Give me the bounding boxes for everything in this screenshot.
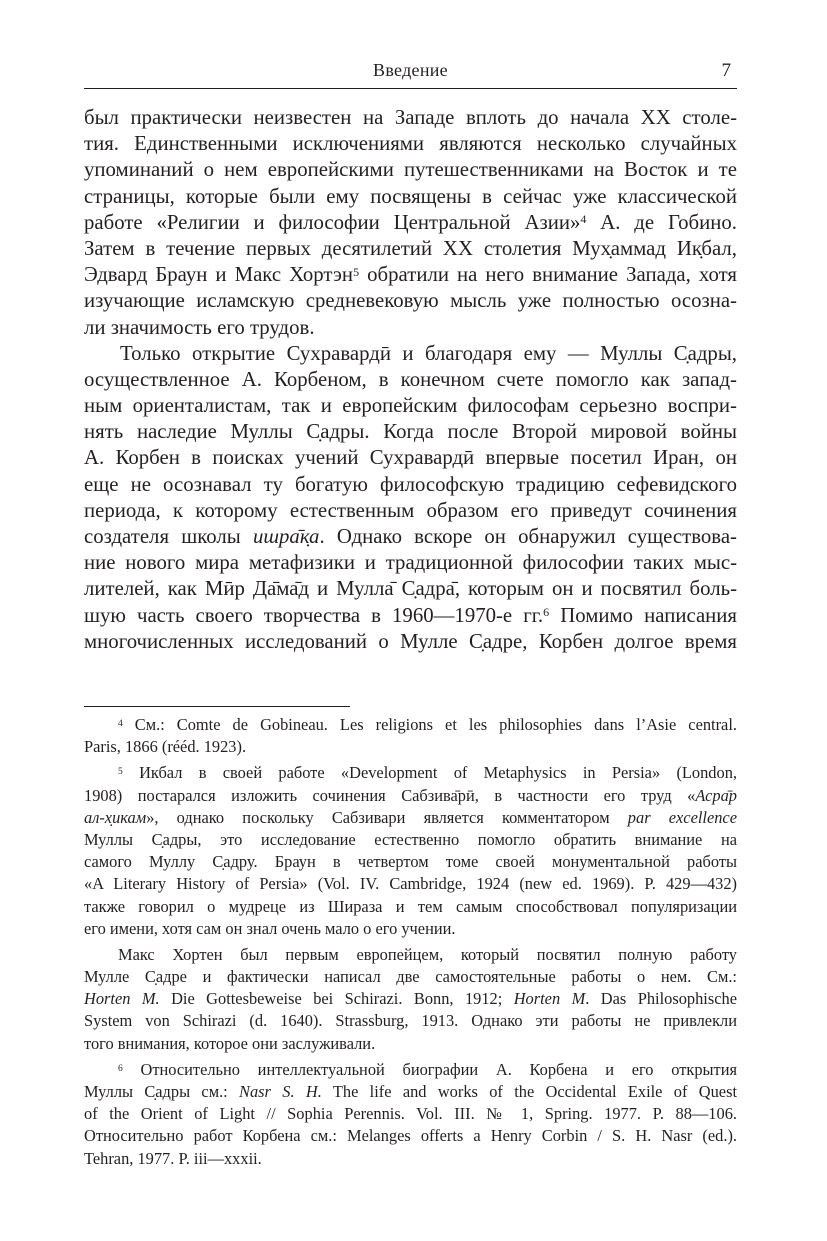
footnote-line	[84, 1081, 737, 1103]
footnote-line: System von Schirazi (d. 1640). Strassburg, 1913. Однако эти работы не привлекли	[84, 1011, 737, 1031]
footnote-ref-6[interactable]: 6	[543, 605, 550, 620]
text-line: ние нового мира метафизики и традиционной философии таких мыс-	[84, 551, 737, 575]
paragraph-2	[84, 341, 737, 655]
footnote-line	[84, 762, 737, 784]
italic-author: Horten M.	[84, 989, 160, 1009]
italic-author: Nasr S. H.	[239, 1082, 322, 1101]
text-line: лителей, как Мӣр Да̄ма̄д и Мулла̄ С̣адра̄, которым он и посвятил боль-	[84, 577, 737, 601]
footnote-text: . Das Philosophische	[585, 989, 737, 1009]
text-line	[84, 210, 737, 236]
text-line: изучающие исламскую средневековую мысль уже полностью осозна-	[84, 289, 737, 313]
text-line: ным ориенталистам, так и европейским философам серьезно воспри-	[84, 394, 737, 418]
footnote-text: Муллы С̣адры см.:	[84, 1082, 240, 1101]
text-line: Затем в течение первых десятилетий XX столетия Мух̣аммад Ик̣бал,	[84, 236, 737, 260]
text-line: А. Корбен в поисках учений Сухравардӣ впервые посетил Иран, он	[84, 446, 737, 470]
italic-term: par excellence	[627, 807, 737, 827]
page-number: 7	[721, 60, 731, 81]
footnote-ref-5[interactable]: 5	[353, 264, 360, 279]
footnote-text: Относительно интеллектуальной биографии А. Корбена и его открытия	[140, 1059, 737, 1079]
footnote-4	[84, 714, 737, 758]
italic-term: ишра̄к̣а	[252, 525, 320, 548]
footnote-mark: 4	[118, 718, 123, 729]
text-run: . Однако вскоре он обнаружил существова-	[319, 525, 737, 548]
footnote-line	[84, 714, 737, 736]
footnote-line: Муллы С̣адры, это исследование естественно помогло обратить внимание на	[84, 829, 737, 849]
footnote-text: », однако поскольку Сабзивари является комментатором	[146, 807, 628, 827]
footnote-line: of the Orient of Light // Sophia Perennis. Vol. III. № 1, Spring. 1977. P. 88—106.	[84, 1104, 737, 1124]
footnote-separator	[84, 706, 350, 707]
footnote-line: «A Literary History of Persia» (Vol. IV. Cambridge, 1924 (new ed. 1969). P. 429—432)	[84, 874, 737, 894]
footnote-text: Die Gottesbeweise bei Schirazi. Bonn, 1912;	[159, 989, 514, 1009]
footnote-text: 1908) постарался изложить сочинения Сабзива̄рӣ, в частности его труд «	[84, 785, 696, 805]
footnote-line	[84, 807, 737, 829]
text-line: многочисленных исследований о Мулле С̣адре, Корбен долгое время	[84, 629, 737, 653]
running-header	[84, 60, 737, 89]
text-run: работе «Религии и философии Центральной Азии»	[84, 210, 581, 234]
text-line: Только открытие Сухравардӣ и благодаря ему — Муллы С̣адры,	[120, 341, 737, 365]
footnote-5-continued	[84, 944, 737, 1055]
footnote-text: Икбал в своей работе «Development of Metaphysics in Persia» (London,	[139, 763, 737, 783]
text-run: обратили на него внимание Запада, хотя	[359, 263, 737, 287]
footnote-ref-4[interactable]: 4	[580, 212, 587, 227]
text-line: нять наследие Муллы С̣адры. Когда после Второй мировой войны	[84, 420, 737, 444]
paragraph-1	[84, 105, 737, 341]
footnote-line	[84, 1059, 737, 1081]
text-run: шую часть своего творчества в 1960—1970-е гг.	[84, 603, 544, 627]
footnote-line: его имени, хотя сам он знал очень мало о его учении.	[84, 918, 456, 938]
footnote-mark: 6	[118, 1063, 123, 1074]
footnote-line	[84, 988, 737, 1010]
text-line: тия. Единственными исключениями являются несколько случайных	[84, 132, 737, 156]
footnote-line: Paris, 1866 (rééd. 1923).	[84, 737, 247, 757]
text-line: упоминаний о нем европейскими путешественниками на Восток и те	[84, 158, 737, 182]
text-line: ли значимость его трудов.	[84, 315, 315, 339]
running-title: Введение	[373, 60, 448, 80]
footnotes	[84, 714, 737, 1174]
text-line	[84, 524, 737, 550]
italic-author: Horten M	[513, 989, 586, 1009]
text-line: осуществленное А. Корбеном, в конечном счете помогло как запад-	[84, 367, 737, 391]
text-line	[84, 262, 737, 288]
text-line: был практически неизвестен на Западе вплоть до начала XX столе-	[84, 106, 737, 129]
text-run: создателя школы	[84, 525, 253, 548]
text-line: страницы, которые были ему посвящены в сейчас уже классической	[84, 184, 737, 208]
footnote-6	[84, 1059, 737, 1170]
footnote-line: Tehran, 1977. P. iii—xxxii.	[84, 1148, 262, 1168]
text-line	[84, 603, 737, 629]
italic-title: ал-х̣икам	[84, 807, 147, 827]
text-run: Эдвард Браун и Макс Хортэн	[84, 263, 354, 287]
footnote-text: См.: Comte de Gobineau. Les religions et les philosophies dans l’Asie central.	[134, 715, 737, 734]
footnote-mark: 5	[118, 767, 123, 778]
footnote-line: того внимания, которое они заслуживали.	[84, 1033, 376, 1053]
text-run: А. де Гобино.	[586, 210, 737, 234]
footnote-line: самого Муллу С̣адру. Браун в четвертом томе своей монументальной работы	[84, 852, 737, 872]
italic-title: Асра̄р	[695, 785, 737, 805]
main-text	[84, 105, 737, 655]
footnote-5	[84, 762, 737, 940]
text-line: периода, к которому естественным образом его приведут сочинения	[84, 498, 737, 522]
text-run: Помимо написания	[549, 603, 737, 627]
footnote-line	[84, 785, 737, 807]
footnote-line: Макс Хортен был первым европейцем, который посвятил полную работу	[118, 944, 737, 964]
text-line: еще не осознавал ту богатую философскую традицию сефевидского	[84, 472, 737, 496]
footnote-line: Относительно работ Корбена см.: Melanges offerts a Henry Corbin / S. H. Nasr (ed.).	[84, 1126, 737, 1146]
footnote-text: The life and works of the Occidental Exile of Quest	[321, 1082, 738, 1101]
footnote-line: Мулле С̣адре и фактически написал две самостоятельные работы о нем. См.:	[84, 967, 737, 987]
footnote-line: также говорил о мудреце из Шираза и тем самым способствовал популяризации	[84, 896, 737, 916]
